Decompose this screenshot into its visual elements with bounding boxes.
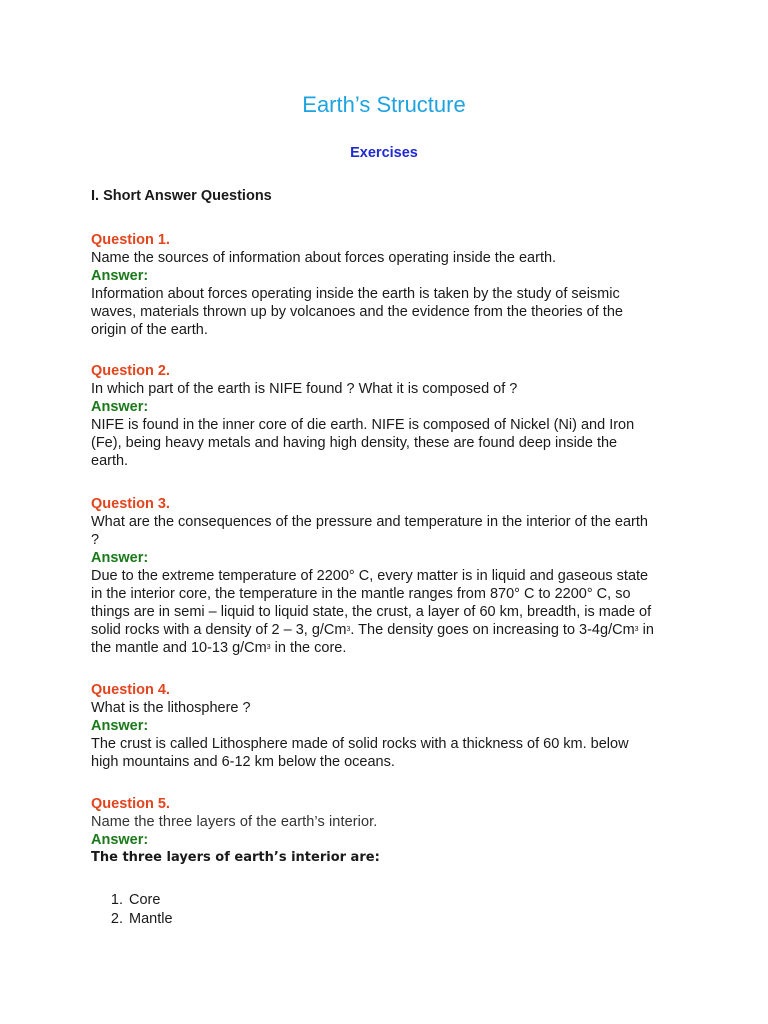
question-text: In which part of the earth is NIFE found ? What it is composed of ?: [91, 381, 518, 397]
superscript: 3: [346, 626, 351, 633]
page-subtitle: Exercises: [350, 145, 418, 161]
answer-label: Answer:: [91, 718, 149, 734]
layers-list: [91, 891, 681, 929]
answer-heading: The three layers of earth’s interior are:: [91, 850, 380, 865]
question-text: ?: [91, 532, 100, 548]
question-block-4: [91, 681, 681, 771]
question-text: Name the three layers of the earth’s interior.: [91, 814, 378, 830]
answer-text: NIFE is found in the inner core of die earth. NIFE is composed of Nickel (Ni) and Iron: [91, 417, 635, 433]
question-block-5: [91, 795, 681, 867]
answer-text: Due to the extreme temperature of 2200° C, every matter is in liquid and gaseous state: [91, 568, 649, 584]
question-block-1: [91, 231, 681, 339]
answer-label: Answer:: [91, 832, 149, 848]
answer-text: high mountains and 6-12 km below the oceans.: [91, 754, 395, 770]
answer-text: (Fe), being heavy metals and having high density, these are found deep inside the: [91, 435, 618, 451]
answer-label: Answer:: [91, 550, 149, 566]
question-text: Name the sources of information about forces operating inside the earth.: [91, 250, 557, 266]
question-label: Question 3.: [91, 496, 170, 512]
answer-text: things are in semi – liquid to liquid state, the crust, a layer of 60 km, breadth, is made of: [91, 604, 652, 620]
answer-text: [91, 621, 681, 639]
question-block-3: [91, 495, 681, 657]
answer-text: waves, materials thrown up by volcanoes and the evidence from the theories of the: [91, 304, 623, 320]
answer-fragment: . The density goes on increasing to 3-4g/Cm: [350, 622, 635, 638]
answer-text: [91, 639, 681, 657]
superscript: 3: [634, 626, 639, 633]
answer-fragment: in the core.: [270, 640, 347, 656]
list-item: 1. Core: [127, 891, 681, 910]
question-label: Question 1.: [91, 232, 170, 248]
answer-text: in the interior core, the temperature in the mantle ranges from 870° C to 2200° C, so: [91, 586, 631, 602]
answer-fragment: the mantle and 10-13 g/Cm: [91, 640, 267, 656]
section-heading: I. Short Answer Questions: [91, 188, 272, 204]
answer-text: earth.: [91, 453, 129, 469]
question-label: Question 2.: [91, 363, 170, 379]
question-text: What are the consequences of the pressure and temperature in the interior of the earth: [91, 514, 648, 530]
layers-list-container: [91, 891, 681, 929]
list-item: 2. Mantle: [127, 910, 681, 929]
answer-text: The crust is called Lithosphere made of solid rocks with a thickness of 60 km. below: [91, 736, 629, 752]
answer-fragment: in: [638, 622, 654, 638]
question-label: Question 4.: [91, 682, 170, 698]
question-block-2: [91, 362, 681, 470]
answer-text: origin of the earth.: [91, 322, 208, 338]
answer-label: Answer:: [91, 399, 149, 415]
answer-text: Information about forces operating inside the earth is taken by the study of seismic: [91, 286, 620, 302]
question-text: What is the lithosphere ?: [91, 700, 251, 716]
superscript: 3: [266, 644, 271, 651]
question-label: Question 5.: [91, 796, 170, 812]
answer-label: Answer:: [91, 268, 149, 284]
answer-fragment: solid rocks with a density of 2 – 3, g/Cm: [91, 622, 347, 638]
page-title: Earth’s Structure: [302, 92, 466, 117]
